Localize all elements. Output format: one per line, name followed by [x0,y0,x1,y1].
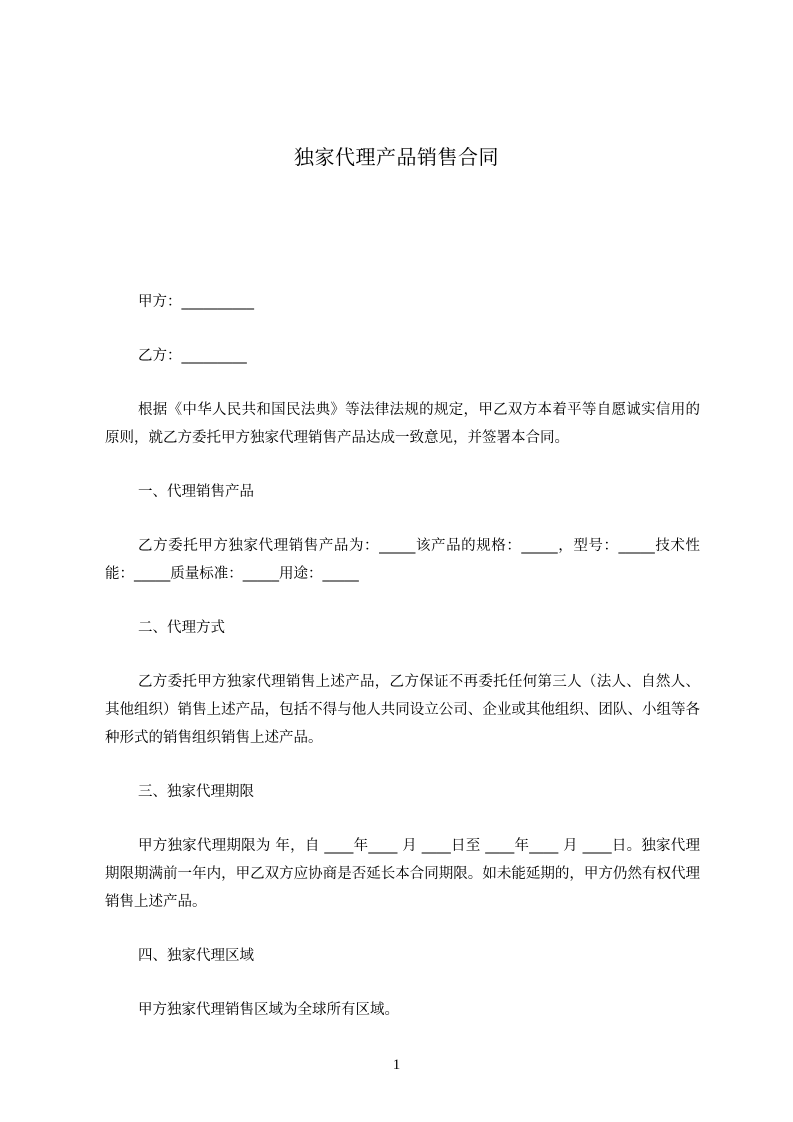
party-a-line: 甲方：__________ [138,294,254,310]
section-paragraph: 乙方委托甲方独家代理销售产品为：_____该产品的规格：_____，型号：_____技术性能：_____质量标准：_____用途：_____ [105,538,700,582]
section-paragraph: 甲方独家代理期限为 年，自 ____年____ 月 ____日至 ____年____ 月 ____日。独家代理期限期满前一年内，甲乙双方应协商是否延长本合同期限。如未能延期的，甲方仍然有权代理销售上述产品。 [105,838,700,910]
section-paragraph: 甲方独家代理销售区域为全球所有区域。 [138,1002,399,1018]
page-number: 1 [392,1057,401,1073]
section-heading: 四、独家代理区域 [138,948,254,964]
party-b-line: 乙方：_________ [138,348,247,364]
section-heading: 二、代理方式 [138,620,225,636]
section-heading: 三、独家代理期限 [138,784,254,800]
preamble-paragraph: 根据《中华人民共和国民法典》等法律法规的规定，甲乙双方本着平等自愿诚实信用的原则，就乙方委托甲方独家代理销售产品达成一致意见，并签署本合同。 [105,402,700,446]
section-heading: 一、代理销售产品 [138,484,254,500]
document-body [105,288,700,1024]
section-paragraph: 乙方委托甲方独家代理销售上述产品，乙方保证不再委托任何第三人（法人、自然人、其他组织）销售上述产品，包括不得与他人共同设立公司、企业或其他组织、团队、小组等各种形式的销售组织销售上述产品。 [105,674,700,746]
document-title: 独家代理产品销售合同 [294,145,499,169]
